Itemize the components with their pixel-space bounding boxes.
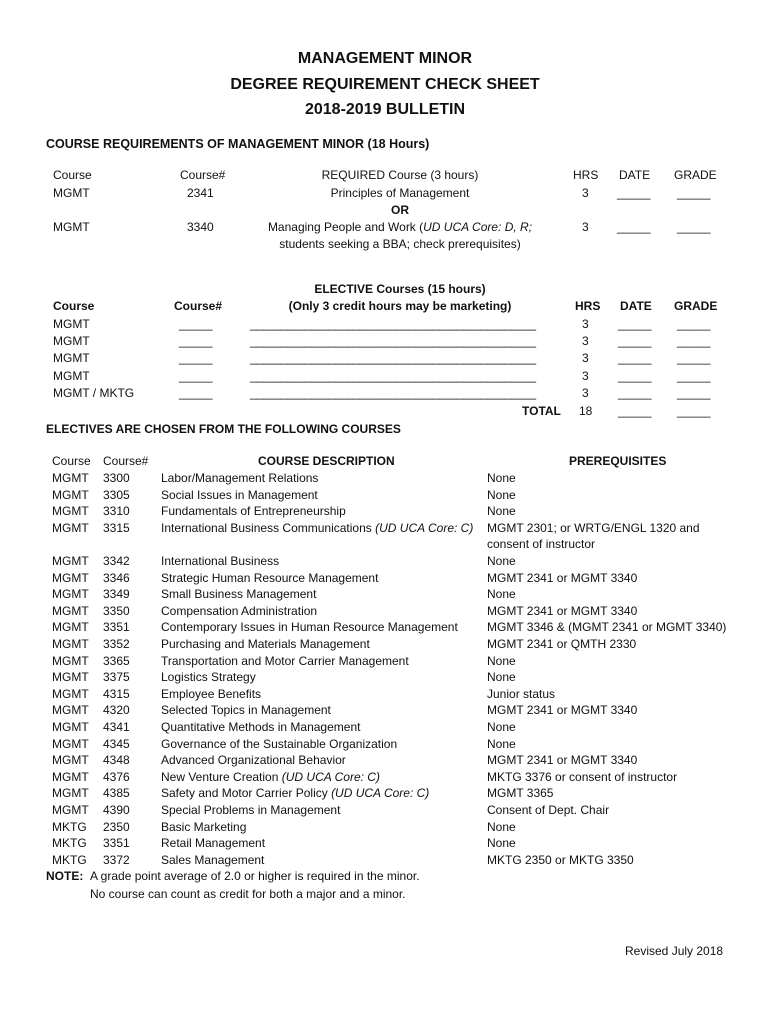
course-code: MGMT <box>52 471 89 485</box>
course-prerequisite-cont: consent of instructor <box>487 537 596 552</box>
course-prerequisite: Junior status <box>487 686 556 701</box>
course-code: MGMT <box>52 570 89 585</box>
course-prerequisite: None <box>487 819 516 834</box>
course-description-text: Sales Management <box>161 852 265 867</box>
elective-row-number[interactable]: _____ <box>179 369 213 383</box>
course-code: MGMT <box>52 753 89 768</box>
course-prerequisite: Consent of Dept. Chair <box>487 803 610 817</box>
course-description <box>161 654 409 668</box>
course-code: MGMT <box>52 769 89 784</box>
course-description-text: Social Issues in Management <box>161 487 318 502</box>
course-description-text: New Venture Creation <box>161 769 282 784</box>
course-number: 3351 <box>103 620 130 635</box>
course-description-text: Contemporary Issues in Human Resource Management <box>161 620 458 635</box>
list-header-course: Course <box>52 454 91 468</box>
course-description <box>161 620 458 634</box>
course-number: 3349 <box>103 587 130 602</box>
course-description <box>161 836 265 850</box>
course-description <box>161 587 316 601</box>
course-number: 4348 <box>103 753 130 768</box>
course-number: 2350 <box>103 819 130 834</box>
course-prerequisite: MGMT 2341 or MGMT 3340 <box>487 570 638 585</box>
course-code: MKTG <box>52 836 87 851</box>
course-prerequisite: MGMT 2301; or WRTG/ENGL 1320 and <box>487 520 700 535</box>
list-header-prerequisites: PREREQUISITES <box>569 454 667 468</box>
course-description-text: Purchasing and Materials Management <box>161 637 370 651</box>
electives-list-heading: ELECTIVES ARE CHOSEN FROM THE FOLLOWING COURSES <box>46 422 401 436</box>
course-code: MGMT <box>52 803 89 817</box>
course-description <box>161 521 473 535</box>
course-description <box>161 820 246 834</box>
elective-row-grade[interactable]: _____ <box>677 369 711 383</box>
course-description-text: Basic Marketing <box>161 819 247 834</box>
elective-row-grade[interactable]: _____ <box>677 317 711 331</box>
course-core-note: (UD UCA Core: C) <box>331 786 430 801</box>
course-description-text: Selected Topics in Management <box>161 703 331 718</box>
course-prerequisite: None <box>487 471 516 485</box>
elective-row-hrs: 3 <box>582 386 589 400</box>
course-number: 3310 <box>103 504 130 519</box>
course-prerequisite: None <box>487 587 516 602</box>
required-row-2-date[interactable]: _____ <box>617 220 651 234</box>
course-prerequisite: None <box>487 836 516 851</box>
course-prerequisite: None <box>487 487 516 502</box>
course-number: 4341 <box>103 720 130 734</box>
title-line-1: MANAGEMENT MINOR <box>297 50 473 67</box>
course-description <box>161 637 370 651</box>
or-label: OR <box>391 203 409 217</box>
course-prerequisite: None <box>487 504 516 519</box>
required-row-1-course: MGMT <box>53 186 90 200</box>
elective-row-number[interactable]: _____ <box>179 334 213 348</box>
course-prerequisite: None <box>487 653 516 668</box>
course-prerequisite: MKTG 3376 or consent of instructor <box>487 769 678 784</box>
header-hrs: HRS <box>573 168 599 182</box>
elective-header-grade: GRADE <box>674 299 718 313</box>
course-prerequisite: MGMT 2341 or MGMT 3340 <box>487 603 638 618</box>
course-description <box>161 737 397 751</box>
course-description <box>161 471 318 485</box>
header-required-course: REQUIRED Course (3 hours) <box>321 168 479 182</box>
course-code: MGMT <box>52 487 89 502</box>
total-label: TOTAL <box>522 404 561 418</box>
elective-row-date[interactable]: _____ <box>618 386 652 400</box>
course-description <box>161 687 261 701</box>
elective-header-number: Course# <box>174 299 223 313</box>
elective-row-date[interactable]: _____ <box>618 369 652 383</box>
course-number: 4320 <box>103 703 130 718</box>
required-row-1-date[interactable]: _____ <box>617 186 651 200</box>
course-prerequisite: MGMT 2341 or MGMT 3340 <box>487 703 638 718</box>
course-code: MGMT <box>52 554 89 568</box>
course-core-note: (UD UCA Core: C) <box>375 520 474 535</box>
course-number: 4315 <box>103 686 130 701</box>
required-row-1-title: Principles of Management <box>330 186 470 200</box>
note-label: NOTE: <box>46 869 84 883</box>
course-description <box>161 786 429 800</box>
course-prerequisite: MGMT 3346 & (MGMT 2341 or MGMT 3340) <box>487 620 727 635</box>
total-date[interactable]: _____ <box>618 404 652 418</box>
elective-row-number[interactable]: _____ <box>179 351 213 365</box>
course-number: 3315 <box>103 520 130 535</box>
course-number: 3372 <box>103 852 130 867</box>
course-number: 3351 <box>103 836 130 851</box>
title-line-2: DEGREE REQUIREMENT CHECK SHEET <box>230 76 540 93</box>
course-code: MKTG <box>52 852 87 867</box>
course-description-text: Governance of the Sustainable Organization <box>161 736 398 751</box>
header-course: Course <box>53 168 92 182</box>
elective-row-course: MGMT <box>53 351 90 365</box>
elective-heading: ELECTIVE Courses (15 hours) <box>314 282 486 296</box>
course-number: 3346 <box>103 570 130 585</box>
course-number: 3342 <box>103 554 130 568</box>
course-prerequisite: None <box>487 720 516 734</box>
course-description-text: Advanced Organizational Behavior <box>161 753 346 768</box>
elective-row-title[interactable]: _______________________________________________ <box>250 351 536 365</box>
elective-row-hrs: 3 <box>582 351 589 365</box>
course-prerequisite: None <box>487 554 516 568</box>
course-code: MGMT <box>52 720 89 734</box>
course-code: MGMT <box>52 653 89 668</box>
course-code: MGMT <box>52 587 89 602</box>
course-number: 3300 <box>103 471 130 485</box>
course-code: MGMT <box>52 504 89 519</box>
elective-row-title[interactable]: _______________________________________________ <box>250 317 536 331</box>
elective-row-date[interactable]: _____ <box>618 334 652 348</box>
course-description <box>161 604 317 618</box>
course-description <box>161 488 318 502</box>
course-description-text: Quantitative Methods in Management <box>161 720 361 734</box>
course-code: MGMT <box>52 670 89 685</box>
required-row-1-grade[interactable]: _____ <box>677 186 711 200</box>
header-course-number: Course# <box>180 168 226 182</box>
course-prerequisite: MGMT 2341 or MGMT 3340 <box>487 753 638 768</box>
course-description-text: Retail Management <box>161 836 266 851</box>
elective-row-hrs: 3 <box>582 369 589 383</box>
elective-row-number[interactable]: _____ <box>179 317 213 331</box>
required-row-2-hrs: 3 <box>582 220 589 234</box>
course-code: MGMT <box>52 620 89 635</box>
elective-row-title[interactable]: _______________________________________________ <box>250 386 536 400</box>
course-description <box>161 720 360 734</box>
course-core-note: (UD UCA Core: C) <box>281 769 380 784</box>
course-description <box>161 753 346 767</box>
total-grade[interactable]: _____ <box>677 404 711 418</box>
course-number: 3305 <box>103 487 130 502</box>
course-code: MGMT <box>52 703 89 718</box>
title-line-3: 2018-2019 BULLETIN <box>304 101 466 118</box>
elective-row-course: MGMT <box>53 369 90 383</box>
course-prerequisite: MKTG 2350 or MKTG 3350 <box>487 852 634 867</box>
course-code: MGMT <box>52 603 89 618</box>
course-description-text: Transportation and Motor Carrier Management <box>161 653 409 668</box>
elective-row-course: MGMT <box>53 317 90 331</box>
elective-row-grade[interactable]: _____ <box>677 334 711 348</box>
course-code: MGMT <box>52 520 89 535</box>
elective-header-course: Course <box>53 299 95 313</box>
required-row-2-grade[interactable]: _____ <box>677 220 711 234</box>
course-description <box>161 853 264 867</box>
course-prerequisite: MGMT 2341 or QMTH 2330 <box>487 637 637 651</box>
note-line-1: A grade point average of 2.0 or higher is required in the minor. <box>90 869 420 883</box>
requirements-heading: COURSE REQUIREMENTS OF MANAGEMENT MINOR (18 Hours) <box>46 137 430 151</box>
required-row-1-hrs: 3 <box>582 186 589 200</box>
course-description <box>161 571 378 585</box>
elective-row-title[interactable]: _______________________________________________ <box>250 369 536 383</box>
course-number: 3350 <box>103 603 130 618</box>
course-description <box>161 803 340 817</box>
course-number: 4385 <box>103 786 130 801</box>
required-row-1-number: 2341 <box>187 186 214 200</box>
course-description <box>161 670 256 684</box>
course-description <box>161 504 346 518</box>
required-row-2-number: 3340 <box>187 220 214 234</box>
required-row-2-title-line2: students seeking a BBA; check prerequisites) <box>279 237 521 251</box>
course-description-text: Small Business Management <box>161 587 317 602</box>
course-description-text: Employee Benefits <box>161 686 262 701</box>
course-code: MGMT <box>52 786 89 801</box>
list-header-description: COURSE DESCRIPTION <box>258 454 395 468</box>
course-description-text: Logistics Strategy <box>161 670 256 685</box>
elective-row-number[interactable]: _____ <box>179 386 213 400</box>
note-line-2: No course can count as credit for both a major and a minor. <box>90 887 406 901</box>
elective-subheading: (Only 3 credit hours may be marketing) <box>288 299 512 313</box>
course-description-text: Safety and Motor Carrier Policy <box>161 786 332 801</box>
elective-row-grade[interactable]: _____ <box>677 351 711 365</box>
course-prerequisite: None <box>487 736 516 751</box>
course-prerequisite: None <box>487 670 516 685</box>
course-number: 4390 <box>103 803 130 817</box>
elective-row-date[interactable]: _____ <box>618 317 652 331</box>
course-description-text: Compensation Administration <box>161 603 318 618</box>
elective-row-grade[interactable]: _____ <box>677 386 711 400</box>
list-header-number: Course# <box>103 454 149 468</box>
course-number: 3375 <box>103 670 130 685</box>
course-code: MGMT <box>52 637 89 651</box>
course-prerequisite: MGMT 3365 <box>487 786 554 801</box>
course-number: 3365 <box>103 653 130 668</box>
course-description <box>161 703 331 717</box>
elective-row-course: MGMT <box>53 334 90 348</box>
course-number: 4345 <box>103 736 130 751</box>
total-hrs: 18 <box>579 404 593 418</box>
elective-row-title[interactable]: _______________________________________________ <box>250 334 536 348</box>
elective-header-date: DATE <box>620 299 652 313</box>
course-description-text: Fundamentals of Entrepreneurship <box>161 504 346 519</box>
elective-row-hrs: 3 <box>582 334 589 348</box>
elective-row-hrs: 3 <box>582 317 589 331</box>
course-number: 3352 <box>103 637 130 651</box>
header-date: DATE <box>619 168 651 182</box>
course-description-text: International Business Communications <box>161 520 376 535</box>
course-description-text: Strategic Human Resource Management <box>161 570 379 585</box>
course-code: MGMT <box>52 686 89 701</box>
course-description-text: Labor/Management Relations <box>161 471 319 485</box>
required-row-2-course: MGMT <box>53 220 90 234</box>
course-number: 4376 <box>103 769 130 784</box>
elective-header-hrs: HRS <box>575 299 601 313</box>
course-code: MKTG <box>52 819 87 834</box>
revised-date: Revised July 2018 <box>625 944 724 958</box>
course-description-text: Special Problems in Management <box>161 803 341 817</box>
elective-row-date[interactable]: _____ <box>618 351 652 365</box>
course-code: MGMT <box>52 736 89 751</box>
header-grade: GRADE <box>674 168 717 182</box>
course-description <box>161 554 279 568</box>
elective-row-course: MGMT / MKTG <box>53 386 135 400</box>
course-description <box>161 770 380 784</box>
required-row-2-title: Managing People and Work (UD UCA Core: D, R; <box>267 220 533 234</box>
course-description-text: International Business <box>161 554 280 568</box>
